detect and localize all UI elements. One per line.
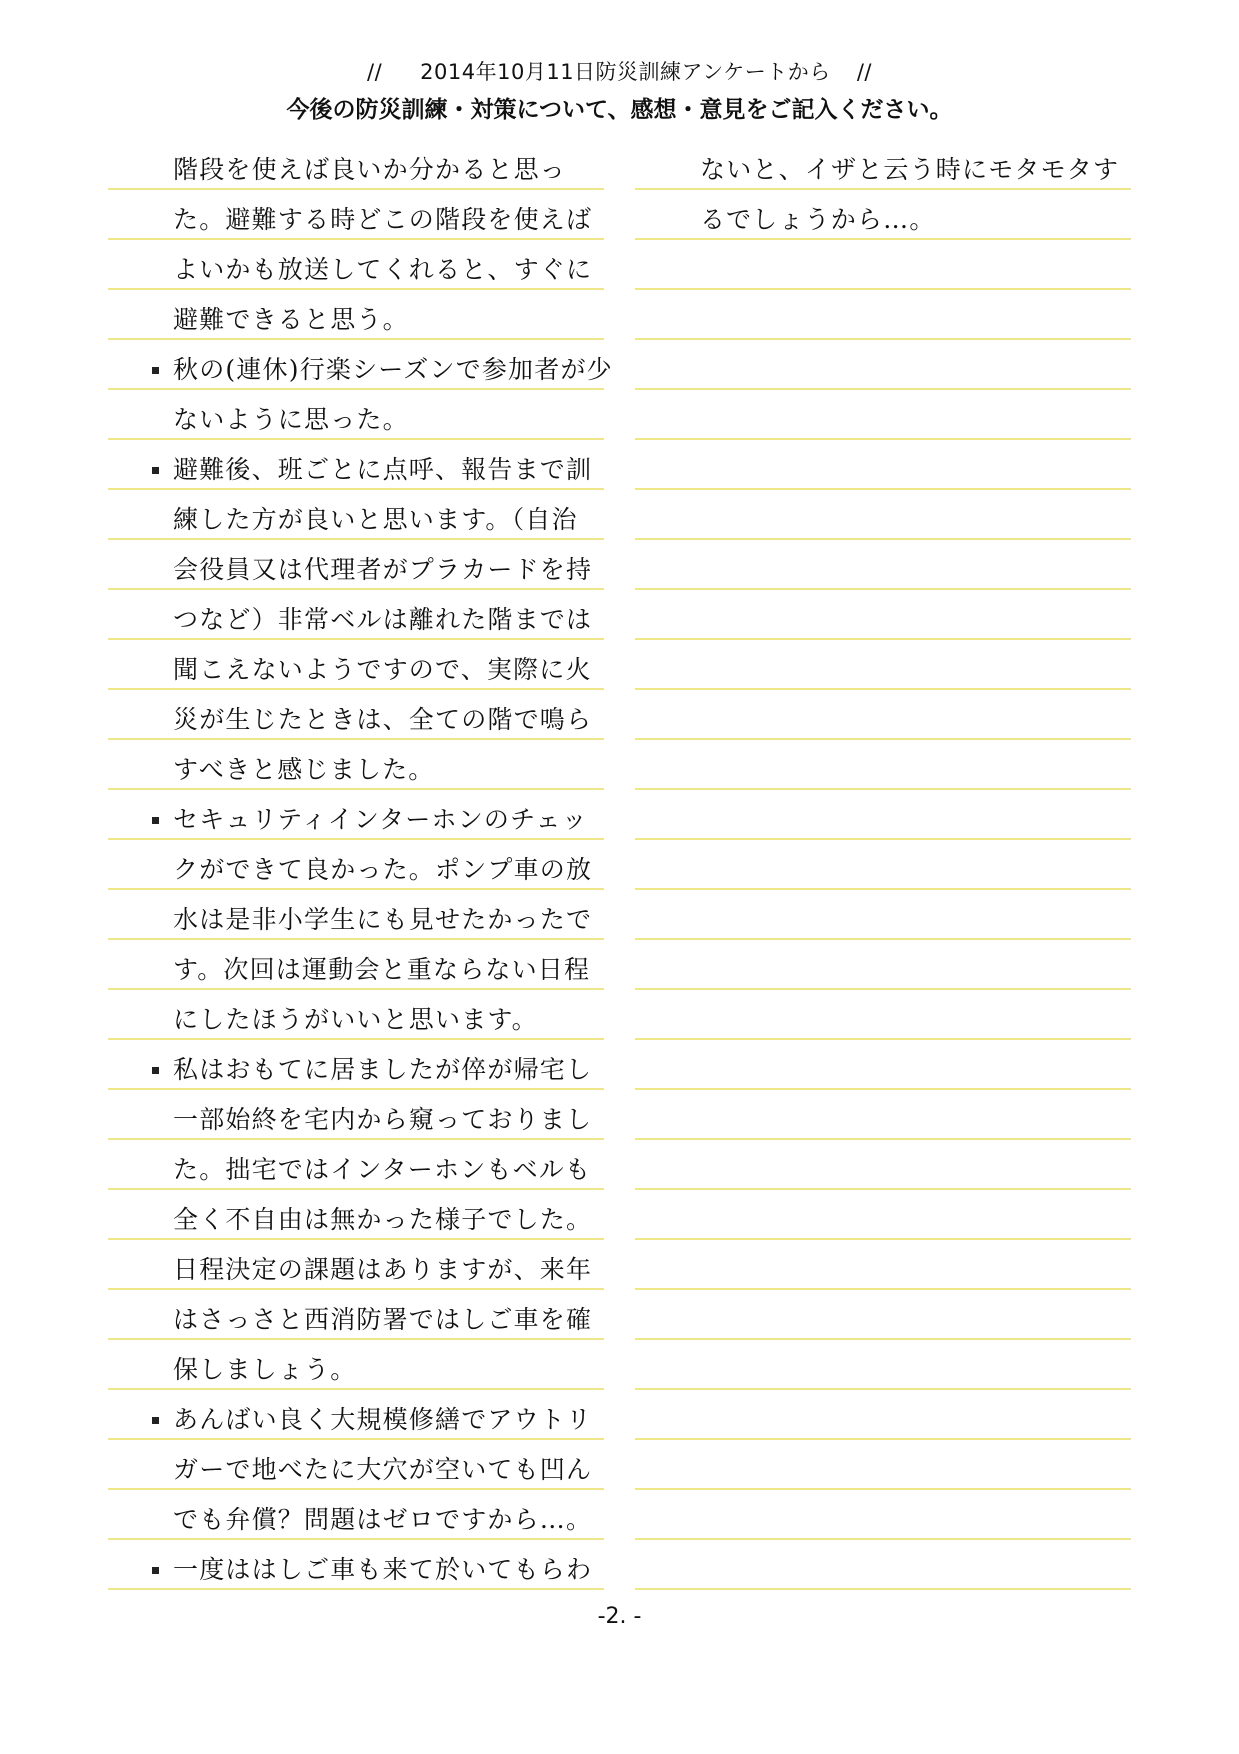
bullet-square-icon	[152, 1067, 159, 1074]
header-separator-left: //	[367, 60, 383, 84]
ruled-line	[635, 1190, 1131, 1240]
ruled-line	[635, 640, 1131, 690]
bullet-square-icon	[152, 1567, 159, 1574]
ruled-line	[108, 240, 604, 290]
right-column	[635, 140, 1131, 1590]
ruled-line	[108, 790, 604, 840]
ruled-line	[635, 1390, 1131, 1440]
left-column	[108, 140, 613, 1590]
bullet-square-icon	[152, 467, 159, 474]
ruled-line	[635, 440, 1131, 490]
ruled-line	[108, 540, 604, 590]
ruled-line	[635, 1090, 1131, 1140]
ruled-line	[635, 1540, 1131, 1590]
ruled-line	[108, 690, 604, 740]
ruled-line	[108, 440, 604, 490]
ruled-line	[108, 290, 604, 340]
ruled-line	[108, 590, 604, 640]
line-text: にしたほうがいいと思います。	[173, 1005, 538, 1034]
ruled-line	[635, 590, 1131, 640]
ruled-line	[108, 1440, 604, 1490]
line-text: 全く不自由は無かった様子でした。	[173, 1205, 593, 1234]
ruled-line	[635, 190, 1131, 240]
line-text: 練した方が良いと思います。（自治	[173, 505, 578, 534]
ruled-line	[635, 1240, 1131, 1290]
ruled-line	[108, 190, 604, 240]
ruled-line	[635, 890, 1131, 940]
ruled-line	[108, 940, 604, 990]
line-text: あんばい良く大規模修繕でアウトリ	[173, 1405, 593, 1434]
line-text: ないと、イザと云う時にモタモタす	[700, 155, 1120, 184]
ruled-line	[635, 940, 1131, 990]
line-text: よいかも放送してくれると、すぐに	[173, 255, 593, 284]
ruled-line	[635, 740, 1131, 790]
line-text: はさっさと西消防署ではしご車を確	[173, 1305, 593, 1334]
line-text: 私はおもてに居ましたが倅が帰宅し	[173, 1055, 593, 1084]
ruled-line	[635, 1340, 1131, 1390]
line-text: るでしょうから…。	[700, 205, 936, 234]
page-number: -2. -	[597, 1604, 642, 1629]
line-text: 災が生じたときは、全ての階で鳴ら	[173, 705, 593, 734]
ruled-line	[108, 340, 613, 390]
page-title: 今後の防災訓練・対策について、感想・意見をご記入ください。	[286, 97, 953, 123]
ruled-line	[635, 140, 1131, 190]
ruled-line	[635, 390, 1131, 440]
ruled-line	[108, 1540, 604, 1590]
ruled-line	[635, 1140, 1131, 1190]
ruled-line	[635, 490, 1131, 540]
line-text: た。拙宅ではインターホンもベルも	[173, 1155, 592, 1184]
ruled-line	[108, 840, 604, 890]
ruled-line	[635, 990, 1131, 1040]
ruled-line	[635, 240, 1131, 290]
line-text: 一部始終を宅内から窺っておりまし	[173, 1105, 593, 1134]
ruled-line	[108, 140, 604, 190]
line-text: ガーで地べたに大穴が空いても凹ん	[173, 1455, 593, 1484]
line-text: クができて良かった。ポンプ車の放	[173, 855, 593, 884]
line-text: ないように思った。	[173, 405, 409, 434]
ruled-line	[635, 790, 1131, 840]
line-text: 階段を使えば良いか分かると思っ	[173, 155, 567, 184]
ruled-line	[635, 690, 1131, 740]
ruled-line	[108, 1140, 604, 1190]
ruled-line	[108, 1040, 604, 1090]
line-text: でも弁償？問題はゼロですから…。	[173, 1505, 593, 1534]
line-text: 日程決定の課題はありますが、来年	[173, 1255, 593, 1284]
ruled-line	[635, 1490, 1131, 1540]
line-text: た。避難する時どこの階段を使えば	[173, 205, 593, 234]
ruled-line	[108, 1290, 604, 1340]
ruled-line	[108, 740, 604, 790]
line-text: 避難後、班ごとに点呼、報告まで訓	[173, 455, 593, 484]
ruled-line	[108, 640, 604, 690]
header-subtitle: 2014年10月11日防災訓練アンケートから	[420, 60, 831, 84]
line-text: 水は是非小学生にも見せたかったで	[173, 905, 593, 934]
bullet-square-icon	[152, 367, 159, 374]
ruled-line	[108, 390, 604, 440]
ruled-line	[108, 1240, 604, 1290]
ruled-line	[108, 1340, 604, 1390]
ruled-line	[108, 1090, 604, 1140]
line-text: すべきと感じました。	[173, 755, 435, 784]
ruled-line	[635, 290, 1131, 340]
line-text: す。次回は運動会と重ならない日程	[173, 955, 591, 984]
ruled-line	[108, 1390, 604, 1440]
ruled-line	[108, 1490, 604, 1540]
ruled-line	[108, 1190, 604, 1240]
ruled-line	[108, 490, 604, 540]
line-text: 会役員又は代理者がプラカードを持	[173, 555, 593, 584]
line-text: つなど）非常ベルは離れた階までは	[173, 605, 593, 634]
ruled-line	[635, 1040, 1131, 1090]
line-text: 避難できると思う。	[173, 305, 409, 334]
ruled-line	[635, 1290, 1131, 1340]
line-text: セキュリティインターホンのチェッ	[173, 805, 588, 834]
line-text: 一度ははしご車も来て於いてもらわ	[173, 1555, 593, 1584]
ruled-line	[108, 990, 604, 1040]
ruled-line	[635, 840, 1131, 890]
bullet-square-icon	[152, 1417, 159, 1424]
line-text: 聞こえないようですので、実際に火	[173, 655, 592, 684]
bullet-square-icon	[152, 817, 159, 824]
header-subtitle-line	[0, 56, 1239, 86]
ruled-line	[635, 540, 1131, 590]
ruled-line	[635, 1440, 1131, 1490]
line-text: 保しましょう。	[173, 1355, 357, 1384]
ruled-line	[635, 340, 1131, 390]
header-separator-right: //	[856, 60, 872, 84]
line-text: 秋の(連休)行楽シーズンで参加者が少	[173, 355, 613, 384]
ruled-line	[108, 890, 604, 940]
